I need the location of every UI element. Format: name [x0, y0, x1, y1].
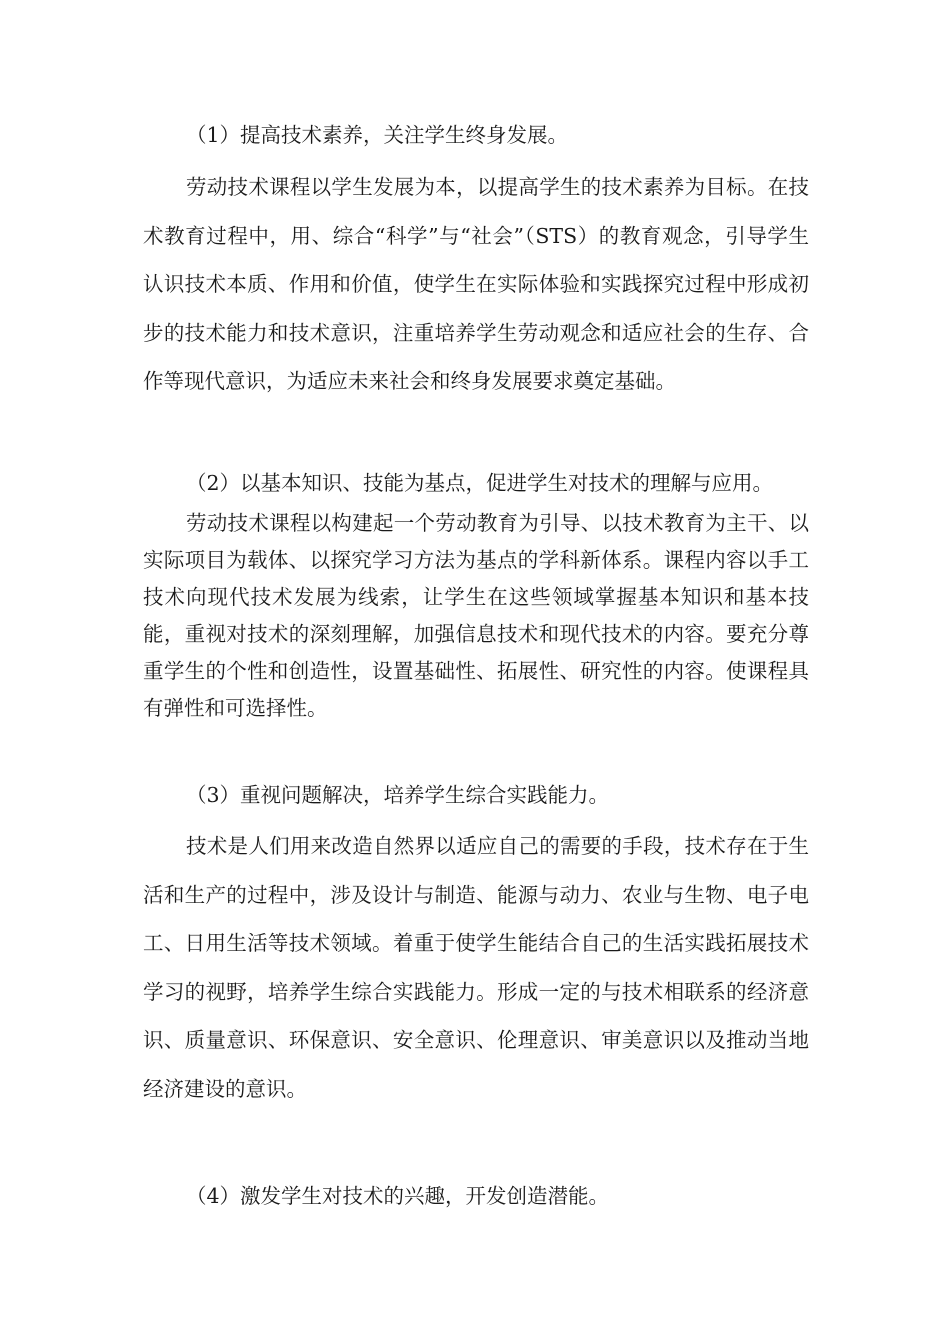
section-3-paragraph: 技术是人们用来改造自然界以适应自己的需要的手段，技术存在于生活和生产的过程中，涉及设计与制造、能源与动力、农业与生物、电子电工、日用生活等技术领域。着重于使学生能结合自己的生活实践拓展技术学习的视野，培养学生综合实践能力。形成一定的与技术相联系的经济意识、质量意识、环保意识、安全意识、伦理意识、审美意识以及推动当地经济建设的意识。 [143, 834, 809, 1101]
section-2-heading: （2）以基本知识、技能为基点，促进学生对技术的理解与应用。 [186, 471, 774, 495]
section-2-paragraph: 劳动技术课程以构建起一个劳动教育为引导、以技术教育为主干、以实际项目为载体、以探究学习方法为基点的学科新体系。课程内容以手工技术向现代技术发展为线索，让学生在这些领域掌握基本知识和基本技能，重视对技术的深刻理解，加强信息技术和现代技术的内容。要充分尊重学生的个性和创造性，设置基础性、拓展性、研究性的内容。使课程具有弹性和可选择性。 [143, 511, 809, 720]
section-4-heading: （4）激发学生对技术的兴趣，开发创造潜能。 [186, 1184, 610, 1208]
section-1-heading: （1）提高技术素养，关注学生终身发展。 [186, 123, 569, 147]
section-1-paragraph: 劳动技术课程以学生发展为本，以提高学生的技术素养为目标。在技术教育过程中，用、综合“科学”与“社会”（STS）的教育观念，引导学生认识技术本质、作用和价值，使学生在实际体验和实践探究过程中形成初步的技术能力和技术意识，注重培养学生劳动观念和适应社会的生存、合作等现代意识，为适应未来社会和终身发展要求奠定基础。 [143, 175, 809, 393]
section-3-heading: （3）重视问题解决，培养学生综合实践能力。 [186, 783, 610, 807]
